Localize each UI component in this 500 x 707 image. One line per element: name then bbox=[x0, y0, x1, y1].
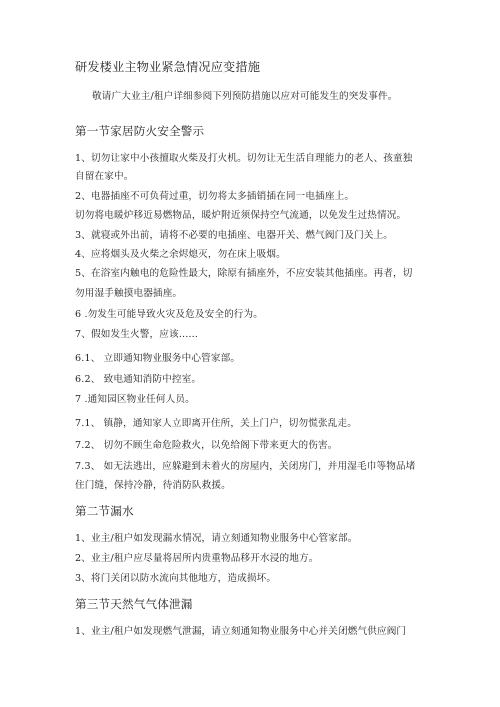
section-3-line: 1、业主/租户如发现燃气泄漏，请立刻通知物业服务中心并关闭燃气供应阀门 bbox=[75, 626, 407, 637]
section-1-line: 自留在家中。 bbox=[75, 171, 134, 182]
section-1-line: 6.1、 立即通知物业服务中心管家部。 bbox=[75, 353, 241, 364]
section-1-line: 7.3、 如无法逃出，应躲避到未着火的房屋内，关闭房门，并用湿毛巾等物品堵 bbox=[75, 461, 416, 472]
section-1-line: 6 .勿发生可能导致火灾及危及安全的行为。 bbox=[75, 309, 264, 320]
section-2-line: 3、将门关闭以防水流向其他地方，造成损坏。 bbox=[75, 573, 277, 584]
section-1-line: 1、切勿让家中小孩擅取火柴及打火机。切勿让无生活自理能力的老人、孩童独 bbox=[75, 153, 413, 164]
section-1-line: 7.1、 镇静，通知家人立即离开住所，关上门户，切勿慌张乱走。 bbox=[75, 418, 357, 429]
section-1-line: 4、应将烟头及火柴之余烬熄灭，勿在床上吸烟。 bbox=[75, 249, 286, 260]
section-1-line: 切勿将电暖炉移近易燃物品，暖炉附近须保持空气流通，以免发生过热情况。 bbox=[75, 210, 407, 221]
document-title: 研发楼业主物业紧急情况应变措施 bbox=[75, 60, 261, 74]
section-1-line: 7.2、 切勿不顾生命危险救火，以免给阁下带来更大的伤害。 bbox=[75, 440, 338, 451]
section-2-line: 1、业主/租户如发现漏水情况，请立刻通知物业服务中心管家部。 bbox=[75, 533, 358, 544]
section-3-heading: 第三节天然气气体泄漏 bbox=[75, 597, 193, 611]
section-1-line: 2、电器插座不可负荷过重，切勿将太多插销插在同一电插座上。 bbox=[75, 191, 355, 202]
section-1-line: 勿用湿手触摸电器插座。 bbox=[75, 288, 183, 299]
section-2-line: 2、业主/租户应尽量将居所内贵重物品移开水浸的地方。 bbox=[75, 553, 319, 564]
section-1-line: 3、就寝或外出前，请将不必要的电插座、电器开关、燃气阀门及门关上。 bbox=[75, 230, 394, 241]
section-1-line: 5、在浴室内触电的危险性最大，除原有插座外，不应安装其他插座。再者，切 bbox=[75, 268, 413, 279]
section-2-heading: 第二节漏水 bbox=[75, 504, 134, 518]
section-1-line: 7、假如发生火警，应该…… bbox=[75, 329, 199, 340]
section-1-line: 6.2、 致电通知消防中控室。 bbox=[75, 374, 202, 385]
section-1-heading: 第一节家居防火安全警示 bbox=[75, 124, 205, 138]
section-1-line: 7 .通知园区物业任何人员。 bbox=[75, 394, 195, 405]
intro-paragraph: 敬请广大业主/租户详细参阅下列预防措施以应对可能发生的突发事件。 bbox=[92, 91, 398, 102]
section-1-line: 住门缝，保持冷静，待消防队救援。 bbox=[75, 480, 231, 491]
